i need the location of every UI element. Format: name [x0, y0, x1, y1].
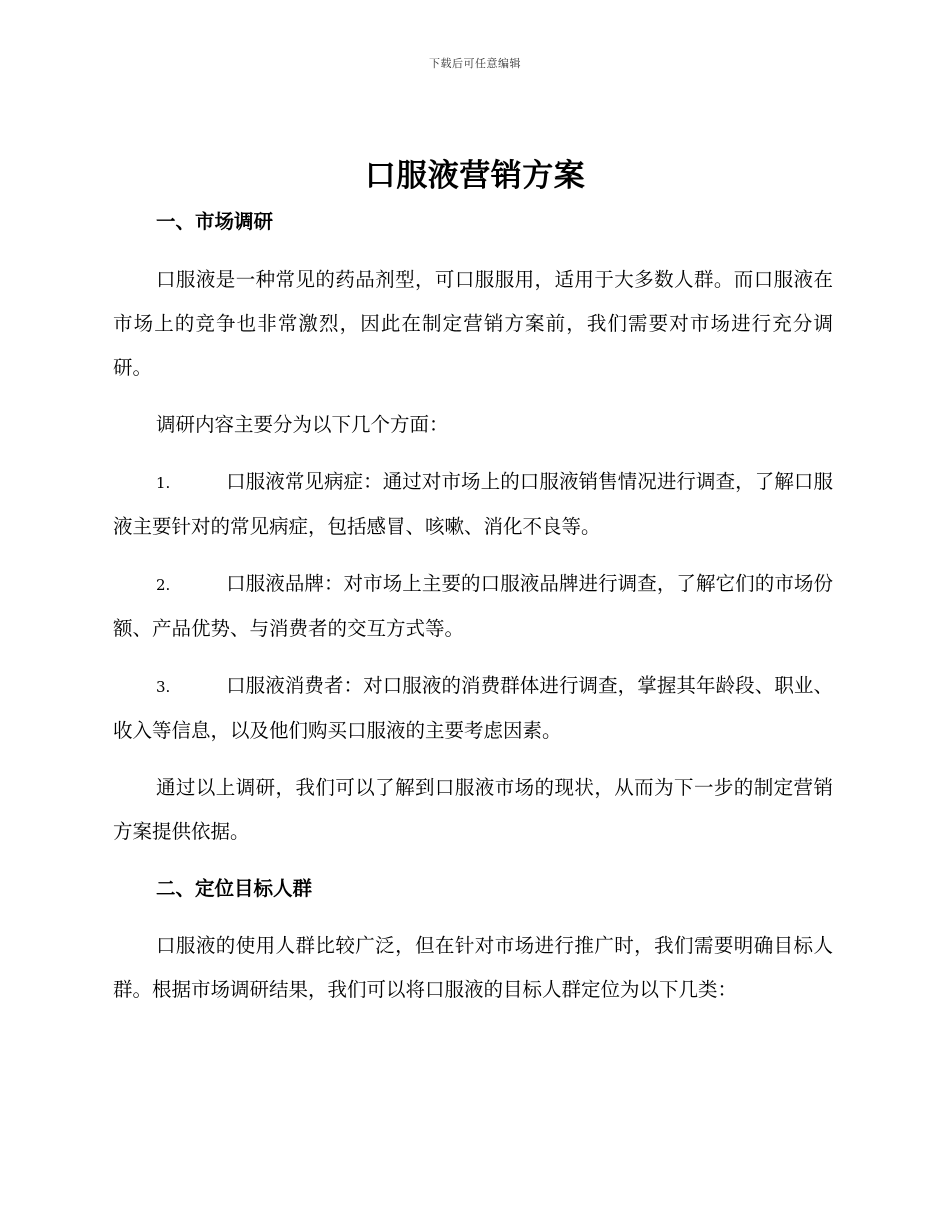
list-item-text: 口服液常见病症：通过对市场上的口服液销售情况进行调查，了解口服液主要针对的常见病症，包括感冒、咳嗽、消化不良等。 [113, 470, 833, 538]
list-item [113, 664, 833, 753]
list-number: 3. [156, 678, 171, 696]
paragraph-target-intro: 口服液的使用人群比较广泛，但在针对市场进行推广时，我们需要明确目标人群。根据市场调研结果，我们可以将口服液的目标人群定位为以下几类： [113, 934, 833, 1001]
section-heading-target-audience: 二、定位目标人群 [156, 877, 313, 900]
document-title: 口服液营销方案 [364, 158, 586, 194]
list-item-text: 口服液消费者：对口服液的消费群体进行调查，掌握其年龄段、职业、收入等信息，以及他们购买口服液的主要考虑因素。 [113, 674, 833, 742]
list-item [113, 460, 833, 549]
section-heading-market-research: 一、市场调研 [156, 210, 274, 233]
paragraph-research-lead: 调研内容主要分为以下几个方面： [156, 413, 449, 436]
list-item [113, 562, 833, 651]
paragraph-research-conclusion: 通过以上调研，我们可以了解到口服液市场的现状，从而为下一步的制定营销方案提供依据。 [113, 776, 833, 843]
list-number: 2. [156, 576, 171, 594]
list-item-text: 口服液品牌：对市场上主要的口服液品牌进行调查，了解它们的市场份额、产品优势、与消费者的交互方式等。 [113, 572, 833, 640]
paragraph-market-intro: 口服液是一种常见的药品剂型，可口服服用，适用于大多数人群。而口服液在市场上的竞争也非常激烈，因此在制定营销方案前，我们需要对市场进行充分调研。 [113, 268, 833, 379]
header-note: 下载后可任意编辑 [429, 57, 521, 70]
list-number: 1. [156, 474, 171, 492]
document-body [113, 200, 833, 1012]
